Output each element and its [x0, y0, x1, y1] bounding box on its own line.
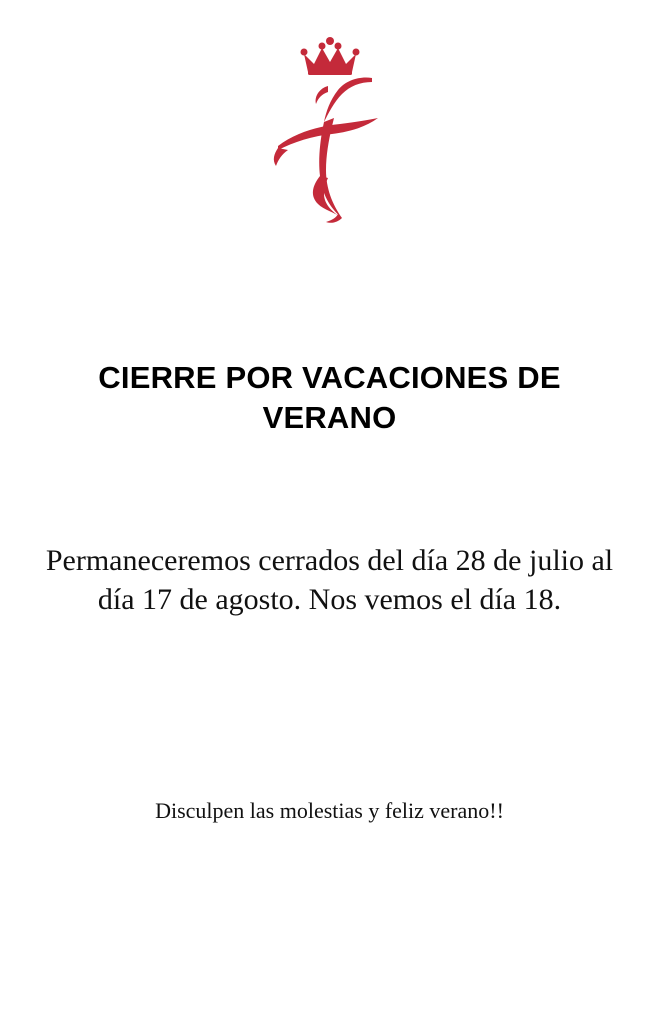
f-letter-icon: [274, 78, 378, 223]
notice-title: CIERRE POR VACACIONES DE VERANO: [98, 360, 561, 435]
crowned-f-logo-icon: [268, 36, 392, 226]
notice-closing: Disculpen las molestias y feliz verano!!: [155, 798, 504, 823]
crown-icon: [301, 37, 360, 75]
logo-svg: [268, 36, 392, 226]
notice-body: Permaneceremos cerrados del día 28 de julio al día 17 de agosto. Nos vemos el día 18.: [45, 544, 614, 616]
